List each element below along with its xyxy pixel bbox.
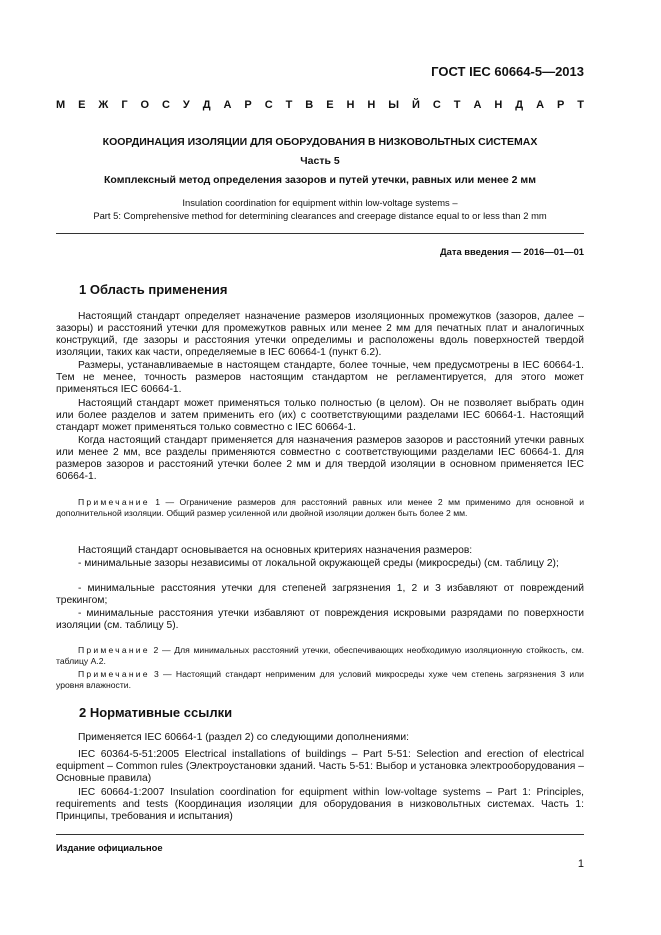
note-2 — [56, 645, 584, 667]
note-2-text: 2 — Для минимальных расстояний утечки, обеспечивающих необходимую изоляционную стойкость, см. таблицу А.2. — [56, 645, 584, 666]
note-1-text: 1 — Ограничение размеров для расстояний равных или менее 2 мм применимо для основной и дополнительной изоляции. Общий размер усиленной или двойной изоляции должен быть более 2 мм. — [56, 497, 584, 518]
note-1 — [56, 497, 584, 519]
note-2-label: Примечание — [78, 645, 150, 655]
criteria-item-2: - минимальные расстояния утечки для степеней загрязнения 1, 2 и 3 избавляют от повреждений трекингом; — [56, 583, 584, 606]
note-1-label: Примечание — [78, 497, 150, 507]
normative-reference-1: IEC 60364-5-51:2005 Electrical installations of buildings – Part 5-51: Selection and erection of electrical equipment – Common rules (Электроустановки зданий. Часть 5-51: Выбор и установка электрооборудования – Основные правила) — [56, 749, 584, 784]
section-1-heading: 1 Область применения — [79, 282, 228, 297]
divider — [56, 233, 584, 234]
english-title-line1: Insulation coordination for equipment within low-voltage systems – — [182, 197, 458, 208]
page-number: 1 — [577, 858, 584, 870]
section-1-paragraph-2: Размеры, устанавливаемые в настоящем стандарте, более точные, чем предусмотрены в IEC 60664-1. Тем не менее, точность размеров настоящим стандартом не регламентируется, для этого может применяться IEC 60664-1. — [56, 360, 584, 395]
note-3 — [56, 669, 584, 691]
document-subtitle: Комплексный метод определения зазоров и путей утечки, равных или менее 2 мм — [104, 174, 536, 186]
normative-reference-2: IEC 60664-1:2007 Insulation coordination for equipment within low-voltage systems – Part 1: Principles, requirements and tests (Координация изоляции для оборудования в низковольтных системах. Часть 1: Принципы, требования и испытания) — [56, 787, 584, 822]
section-1-paragraph-4: Когда настоящий стандарт применяется для назначения размеров зазоров и расстояний утечки равных или менее 2 мм, все разделы применяются совместно с соответствующими разделами IEC 60664-1. Для размеров зазоров и расстояний утечки более 2 мм и для твердой изоляции в основном применяется IEC 60664-1. — [56, 435, 584, 482]
section-2-heading: 2 Нормативные ссылки — [79, 705, 233, 720]
section-1-paragraph-5: Настоящий стандарт основывается на основных критериях назначения размеров: — [78, 545, 473, 556]
criteria-item-3: - минимальные расстояния утечки избавляют от повреждения искровыми разрядами по поверхности изоляции (см. таблицу 5). — [56, 608, 584, 631]
document-title: КООРДИНАЦИЯ ИЗОЛЯЦИИ ДЛЯ ОБОРУДОВАНИЯ В НИЗКОВОЛЬТНЫХ СИСТЕМАХ — [102, 136, 538, 148]
english-title-line2: Part 5: Comprehensive method for determining clearances and creepage distance equal to or less than 2 mm — [93, 210, 547, 221]
section-2-paragraph-1: Применяется IEC 60664-1 (раздел 2) со следующими дополнениями: — [78, 732, 409, 743]
section-1-paragraph-1: Настоящий стандарт определяет назначение размеров изоляционных промежутков (зазоров, далее – зазоры) и расстояний утечки для промежутков равных или менее 2 мм для печатных плат и аналогичных конструкций, где зазоры и расстояния утечки определимы и расположены вдоль поверхностей твердой изоляции, таких как части, определяемые в IEC 60664-1 (пункт 6.2). — [56, 311, 584, 358]
footer-divider — [56, 834, 584, 835]
criteria-item-1: - минимальные зазоры независимы от локальной окружающей среды (микросреды) (см. таблицу 2); — [78, 558, 559, 569]
part-number: Часть 5 — [300, 155, 340, 167]
document-number: ГОСТ IEC 60664-5—2013 — [431, 64, 584, 79]
edition-label: Издание официальное — [56, 842, 163, 853]
note-3-text: 3 — Настоящий стандарт неприменим для условий микросреды хуже чем степень загрязнения 3 или уровня влажности. — [56, 669, 584, 690]
note-3-label: Примечание — [78, 669, 150, 679]
introduction-date: Дата введения — 2016—01—01 — [439, 246, 584, 257]
section-1-paragraph-3: Настоящий стандарт может применяться только полностью (в целом). Он не позволяет выбрать один или более разделов и затем применить его (их) с соответствующими разделами IEC 60664-1. Настоящий стандарт может применяться только совместно с IEC 60664-1. — [56, 398, 584, 433]
standard-type: М Е Ж Г О С У Д А Р С Т В Е Н Н Ы Й С Т А Н Д А Р Т — [56, 99, 584, 111]
